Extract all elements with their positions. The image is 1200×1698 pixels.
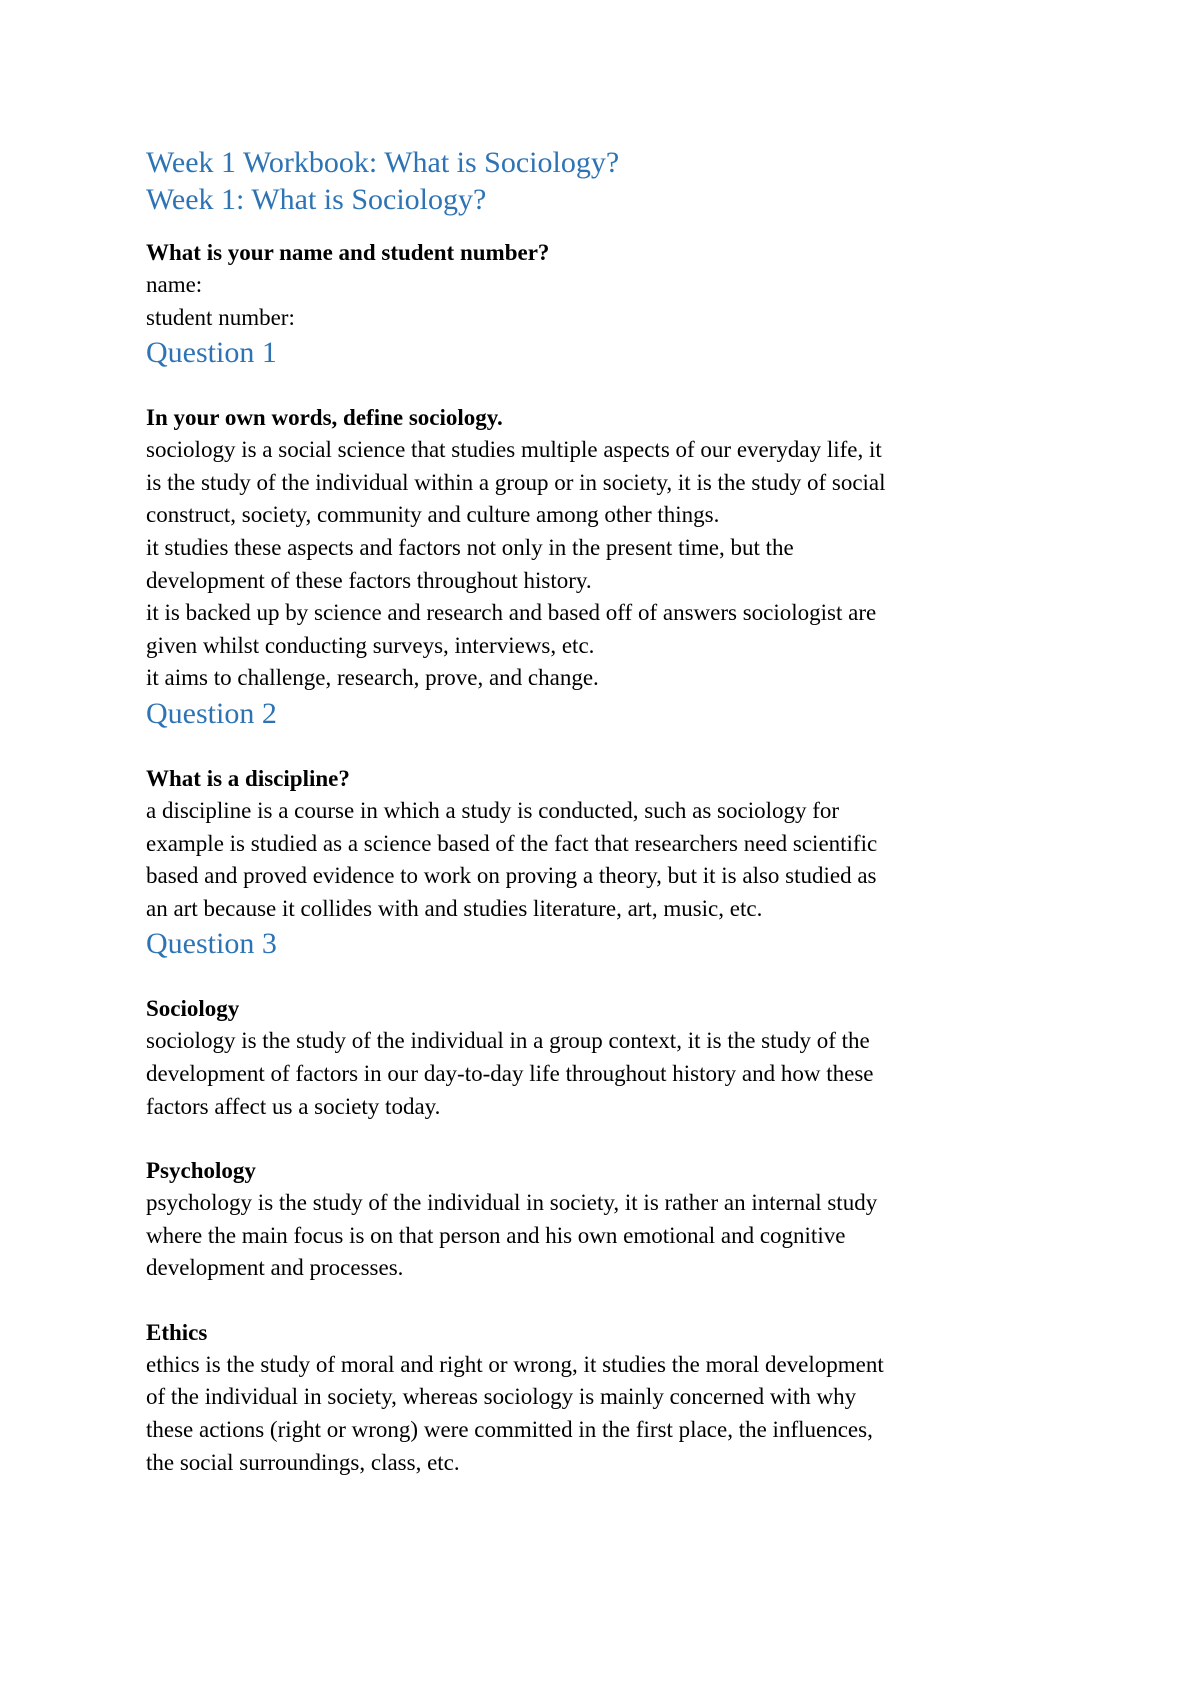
answer-2-line: a discipline is a course in which a study is conducted, such as sociology for: [146, 797, 840, 823]
ethics-line: the social surroundings, class, etc.: [146, 1449, 460, 1475]
answer-1-line: it is backed up by science and research and based off of answers sociologist are: [146, 600, 877, 626]
question-3-heading: Question 3: [146, 927, 277, 961]
intro-student-number-line: student number:: [146, 304, 295, 330]
spacer: [146, 218, 1086, 237]
question-1-prompt: In your own words, define sociology.: [146, 405, 503, 431]
answer-2-line: example is studied as a science based of the fact that researchers need scientific: [146, 830, 878, 856]
spacer: [146, 371, 1086, 402]
intro-prompt: What is your name and student number?: [146, 240, 550, 265]
document-title-line-2: Week 1: What is Sociology?: [146, 183, 487, 216]
sociology-line: development of factors in our day-to-day life throughout history and how these: [146, 1060, 874, 1086]
question-2-heading: Question 2: [146, 696, 277, 730]
answer-1-line: it studies these aspects and factors not only in the present time, but the: [146, 534, 794, 560]
sociology-label: Sociology: [146, 996, 240, 1022]
answer-1-line: construct, society, community and culture among other things.: [146, 502, 720, 528]
psychology-line: psychology is the study of the individual in society, it is rather an internal study: [146, 1190, 878, 1216]
ethics-line: ethics is the study of moral and right or wrong, it studies the moral development: [146, 1351, 884, 1377]
psychology-line: where the main focus is on that person and his own emotional and cognitive: [146, 1222, 846, 1248]
spacer: [146, 1123, 1086, 1155]
answer-1-line: given whilst conducting surveys, interviews, etc.: [146, 632, 595, 658]
ethics-label: Ethics: [146, 1319, 208, 1345]
document-body: [146, 144, 1086, 1479]
answer-2-line: an art because it collides with and studies literature, art, music, etc.: [146, 895, 763, 921]
ethics-line: these actions (right or wrong) were committed in the first place, the influences,: [146, 1417, 873, 1443]
question-2-prompt: What is a discipline?: [146, 765, 350, 791]
psychology-label: Psychology: [146, 1158, 256, 1184]
answer-2-line: based and proved evidence to work on proving a theory, but it is also studied as: [146, 863, 877, 889]
answer-1-line: development of these factors throughout history.: [146, 567, 592, 593]
spacer: [146, 732, 1086, 763]
ethics-line: of the individual in society, whereas sociology is mainly concerned with why: [146, 1384, 857, 1410]
answer-1-line: it aims to challenge, research, prove, and change.: [146, 665, 599, 691]
answer-1-line: sociology is a social science that studies multiple aspects of our everyday life, it: [146, 437, 882, 463]
answer-1-line: is the study of the individual within a group or in society, it is the study of social: [146, 469, 886, 495]
psychology-line: development and processes.: [146, 1255, 404, 1281]
spacer: [146, 962, 1086, 993]
document-title-line-1: Week 1 Workbook: What is Sociology?: [146, 146, 620, 179]
intro-name-line: name:: [146, 272, 203, 297]
sociology-line: factors affect us a society today.: [146, 1093, 441, 1119]
spacer: [146, 1285, 1086, 1317]
question-1-heading: Question 1: [146, 336, 277, 370]
sociology-line: sociology is the study of the individual in a group context, it is the study of the: [146, 1028, 870, 1054]
